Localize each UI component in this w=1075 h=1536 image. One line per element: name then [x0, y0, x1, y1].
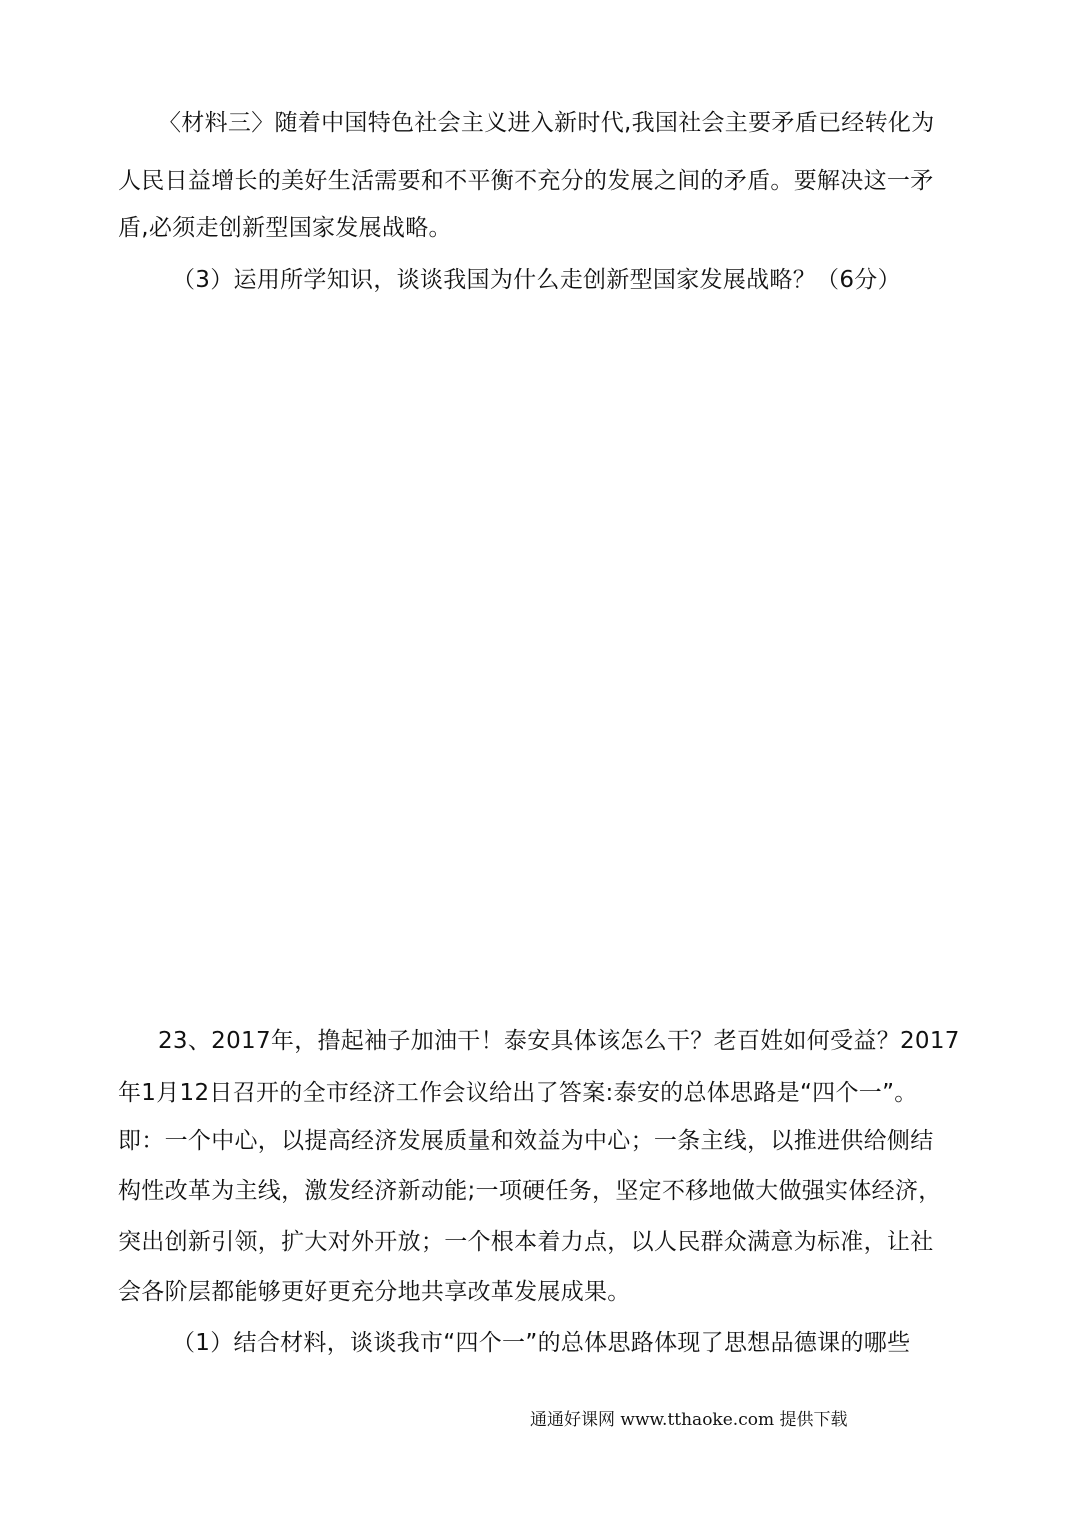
- footer-download-note: 通通好课网 www.tthaoke.com 提供下载: [530, 1410, 848, 1430]
- q23-line-4: 构性改革为主线，激发经济新动能;一项硬任务，坚定不移地做大做强实体经济，: [118, 1178, 942, 1204]
- q23-line-3: 即：一个中心，以提高经济发展质量和效益为中心；一条主线，以推进供给侧结: [118, 1128, 934, 1154]
- q23-line-5: 突出创新引领，扩大对外开放；一个根本着力点，以人民群众满意为标准，让社: [118, 1229, 934, 1255]
- material3-line-2: 人民日益增长的美好生活需要和不平衡不充分的发展之间的矛盾。要解决这一矛: [118, 168, 934, 194]
- material3-question: （3）运用所学知识，谈谈我国为什么走创新型国家发展战略？（6分）: [172, 267, 901, 293]
- q23-line-2: 年1月12日召开的全市经济工作会议给出了答案:泰安的总体思路是“四个一”。: [118, 1080, 918, 1106]
- material3-line-3: 盾,必须走创新型国家发展战略。: [118, 215, 452, 241]
- material3-line-1: 〈材料三〉随着中国特色社会主义进入新时代,我国社会主要矛盾已经转化为: [158, 110, 935, 136]
- q23-question: （1）结合材料，谈谈我市“四个一”的总体思路体现了思想品德课的哪些: [172, 1330, 911, 1356]
- q23-line-1: 23、2017年，撸起袖子加油干！泰安具体该怎么干？老百姓如何受益？2017: [158, 1028, 960, 1054]
- q23-line-6: 会各阶层都能够更好更充分地共享改革发展成果。: [118, 1279, 631, 1305]
